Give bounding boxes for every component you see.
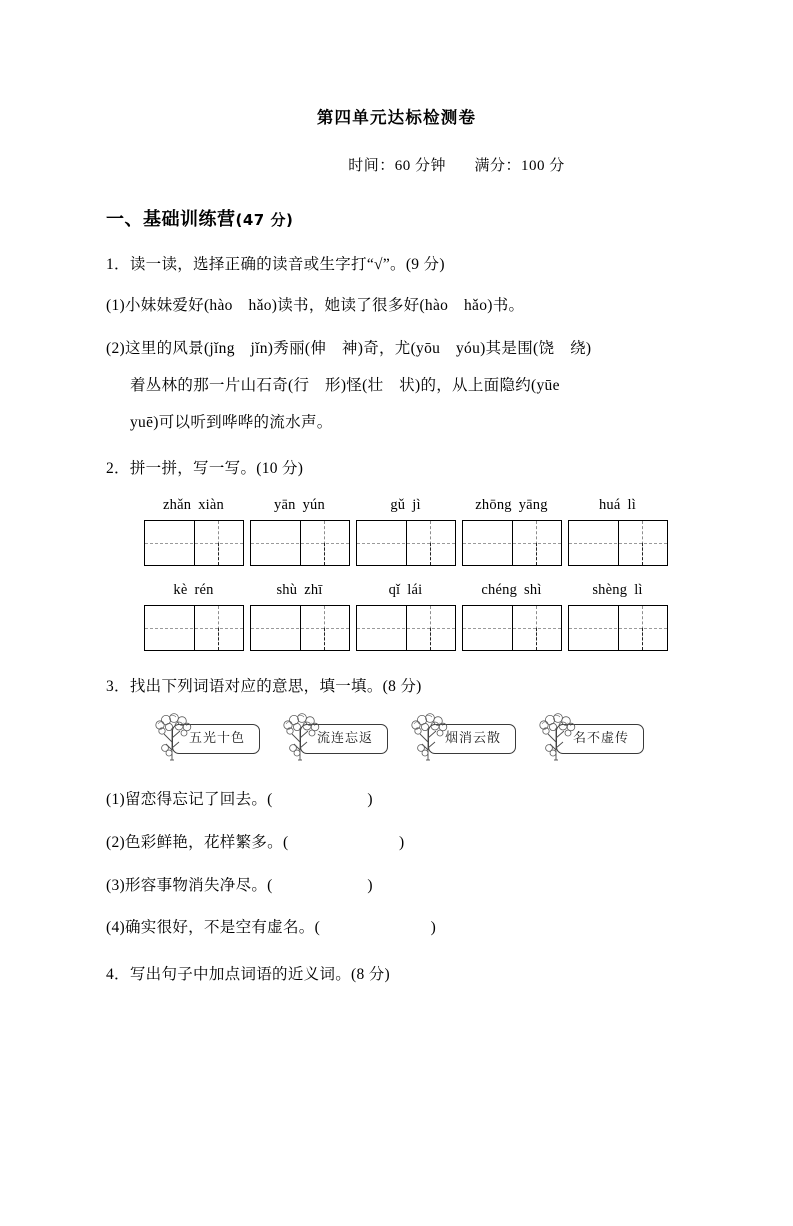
question-4-text: 写出句子中加点词语的近义词。(8 分): [129, 966, 391, 984]
writing-grid-cell[interactable]: [144, 605, 244, 651]
question-4-number: 4．: [106, 966, 130, 984]
question-1-item-2-cont-b: yuē)可以听到哗哗的流水声。: [130, 413, 333, 431]
pinyin-syllable: shù: [276, 581, 298, 598]
pinyin-label: [462, 582, 562, 599]
writing-grid-row-1: [18, 520, 793, 566]
question-1-item-2-cont-a: 着丛林的那一片山石奇(行 形)怪(壮 状)的，从上面隐约(yūe: [130, 376, 560, 394]
grid-vertical-guide-lower: [536, 628, 537, 650]
question-1-number: 1．: [106, 256, 130, 273]
pinyin-syllable: yāng: [518, 496, 548, 513]
grid-divider: [300, 606, 301, 650]
idiom-card[interactable]: [406, 712, 516, 762]
pinyin-syllable: lì: [634, 581, 643, 598]
pinyin-syllable: huá: [598, 496, 621, 513]
pinyin-label: [356, 582, 456, 599]
idiom-card[interactable]: [278, 712, 388, 762]
grid-divider: [300, 521, 301, 565]
pinyin-syllable: gǔ: [390, 496, 406, 513]
writing-grid-cell[interactable]: [144, 520, 244, 566]
question-2-text: 拼一拼，写一写。(10 分): [129, 460, 304, 478]
pinyin-syllable: zhōng: [475, 496, 512, 513]
writing-grid-cell[interactable]: [356, 605, 456, 651]
question-1-item-1: (1)小妹妹爱好(hào hǎo)读书，她读了很多好(hào hǎo)书。: [106, 297, 525, 315]
pinyin-syllable: yún: [302, 496, 325, 513]
grid-vertical-guide-lower: [430, 628, 431, 650]
grid-vertical-guide-lower: [218, 543, 219, 565]
question-3-prompt: [106, 675, 793, 698]
grid-vertical-guide-lower: [536, 543, 537, 565]
pinyin-syllable: yān: [274, 496, 296, 513]
writing-grid-cell[interactable]: [250, 605, 350, 651]
grid-divider: [194, 521, 195, 565]
grid-divider: [406, 606, 407, 650]
question-3-item-2: (2)色彩鲜艳，花样繁多。( ): [106, 833, 405, 851]
writing-grid-cell[interactable]: [568, 520, 668, 566]
grid-divider: [512, 606, 513, 650]
section-score: (47 分): [235, 211, 294, 229]
writing-grid-cell[interactable]: [462, 520, 562, 566]
writing-grid-cell[interactable]: [356, 520, 456, 566]
question-3-item-3: (3)形容事物消失净尽。( ): [106, 876, 373, 894]
question-2-number: 2．: [106, 460, 130, 478]
pinyin-syllable: chéng: [481, 581, 518, 598]
question-1-prompt: [106, 253, 793, 276]
pinyin-syllable: kè: [173, 581, 188, 598]
pinyin-row-2: [18, 582, 793, 599]
writing-grid-cell[interactable]: [568, 605, 668, 651]
pinyin-label: [144, 582, 244, 599]
writing-grid-cell[interactable]: [250, 520, 350, 566]
grid-vertical-guide-lower: [430, 543, 431, 565]
pinyin-label: [568, 582, 668, 599]
pinyin-label: [462, 497, 562, 514]
section-heading-text: 一、基础训练营: [106, 209, 236, 230]
question-3-item-1: (1)留恋得忘记了回去。( ): [106, 790, 373, 808]
idiom-card[interactable]: [534, 712, 644, 762]
pinyin-syllable: lì: [627, 496, 636, 513]
pinyin-label: [250, 497, 350, 514]
writing-grid-row-2: [18, 605, 793, 651]
page-footer-space: [0, 986, 793, 1026]
pinyin-syllable: qǐ: [388, 581, 401, 598]
pinyin-label: [356, 497, 456, 514]
section-heading: [106, 205, 793, 231]
idiom-card[interactable]: [150, 712, 260, 762]
idiom-card-label: 名不虚传: [572, 730, 629, 746]
question-3-number: 3．: [106, 677, 130, 695]
pinyin-label: [250, 582, 350, 599]
pinyin-syllable: shì: [524, 581, 542, 598]
grid-vertical-guide-lower: [324, 543, 325, 565]
question-1-item-2: (2)这里的风景(jǐng jǐn)秀丽(伸 神)奇，尤(yōu yóu)其是围(饶 绕): [106, 340, 592, 358]
question-3-text: 找出下列词语对应的意思，填一填。(8 分): [129, 677, 422, 695]
grid-divider: [406, 521, 407, 565]
idiom-card-row: [150, 712, 793, 762]
question-2-prompt: [106, 457, 793, 480]
idiom-card-label: 流连忘返: [316, 730, 373, 746]
writing-grid-block: [0, 497, 793, 651]
pinyin-label: [568, 497, 668, 514]
page-title: 第四单元达标检测卷: [316, 108, 477, 127]
grid-vertical-guide-lower: [642, 543, 643, 565]
grid-vertical-guide-lower: [218, 628, 219, 650]
idiom-card-label: 烟消云散: [444, 730, 501, 746]
grid-divider: [512, 521, 513, 565]
grid-divider: [618, 606, 619, 650]
pinyin-row-1: [18, 497, 793, 514]
pinyin-syllable: rén: [194, 581, 214, 598]
grid-vertical-guide-lower: [324, 628, 325, 650]
exam-page: [0, 104, 793, 1226]
pinyin-syllable: shèng: [592, 581, 628, 598]
pinyin-syllable: zhǎn: [163, 496, 192, 513]
pinyin-label: [144, 497, 244, 514]
grid-divider: [618, 521, 619, 565]
writing-grid-cell[interactable]: [462, 605, 562, 651]
pinyin-syllable: zhī: [304, 581, 323, 598]
grid-vertical-guide-lower: [642, 628, 643, 650]
idiom-card-label: 五光十色: [188, 730, 245, 746]
pinyin-syllable: jì: [412, 496, 421, 513]
question-3-item-4: (4)确实很好，不是空有虚名。( ): [106, 919, 437, 937]
question-1-text: 读一读，选择正确的读音或生字打“√”。(9 分): [129, 256, 445, 273]
grid-divider: [194, 606, 195, 650]
time-limit-label: 时间：60 分钟: [348, 158, 446, 174]
pinyin-syllable: xiàn: [198, 496, 224, 513]
question-4-prompt: [106, 963, 793, 986]
total-score-label: 满分：100 分: [474, 158, 565, 174]
exam-meta: [0, 154, 793, 175]
pinyin-syllable: lái: [407, 581, 423, 598]
